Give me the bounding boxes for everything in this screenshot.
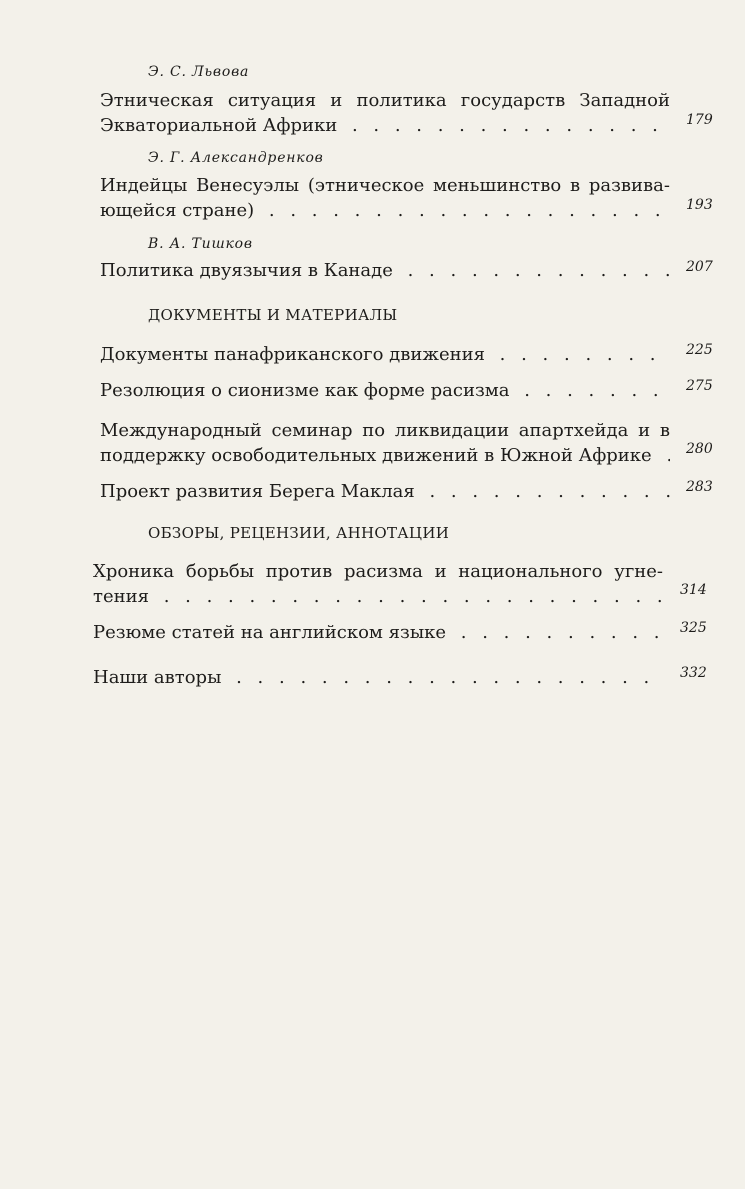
entry-title-last-line: поддержку освободительных движений в Южной Африке . . .	[100, 443, 670, 468]
page-number: 332	[680, 665, 707, 681]
entry-title-last-line: Резюме статей на английском языке . . .	[93, 620, 663, 645]
page-number: 314	[680, 582, 707, 598]
entry-title-last-line: Экваториальной Африки . . .	[100, 113, 670, 138]
entry-title-line: Международный семинар по ликвидации апартхейда и в	[100, 420, 670, 441]
entry-title-last-line: Политика двуязычия в Канаде . . .	[100, 258, 670, 283]
toc-entry	[93, 559, 663, 609]
page-number: 283	[686, 479, 713, 495]
entry-title-last-line: Наши авторы . . .	[93, 665, 663, 690]
author-name: Э. Г. Александренков	[148, 150, 324, 166]
toc-entry	[100, 378, 670, 403]
entry-title-line: Индейцы Венесуэлы (этническое меньшинство в развива-	[100, 175, 670, 196]
toc-entry	[100, 418, 670, 468]
page-number: 207	[686, 259, 713, 275]
toc-entry	[93, 620, 663, 645]
page-number: 325	[680, 620, 707, 636]
author-name: В. А. Тишков	[148, 236, 253, 252]
toc-entry	[100, 342, 670, 367]
entry-title-last-line: тения . . .	[93, 584, 663, 609]
entry-title-last-line: Документы панафриканского движения . . .	[100, 342, 670, 367]
toc-entry	[93, 665, 663, 690]
toc-entry	[100, 173, 670, 223]
entry-title-last-line: Проект развития Берега Маклая . . .	[100, 479, 670, 504]
entry-title-line: Этническая ситуация и политика государств Западной	[100, 90, 670, 111]
section-heading: ДОКУМЕНТЫ И МАТЕРИАЛЫ	[148, 306, 398, 324]
page-number: 225	[686, 342, 713, 358]
toc-entry	[100, 258, 670, 283]
page-number: 179	[686, 112, 713, 128]
page-number: 275	[686, 378, 713, 394]
entry-title-line: Хроника борьбы против расизма и национального угне-	[93, 561, 663, 582]
entry-title-last-line: Резолюция о сионизме как форме расизма . . .	[100, 378, 670, 403]
toc-entry	[100, 88, 670, 138]
page-number: 280	[686, 441, 713, 457]
toc-entry	[100, 479, 670, 504]
entry-title-last-line: ющейся стране) . . .	[100, 198, 670, 223]
page-number: 193	[686, 197, 713, 213]
author-name: Э. С. Львова	[148, 64, 250, 80]
section-heading: ОБЗОРЫ, РЕЦЕНЗИИ, АННОТАЦИИ	[148, 524, 450, 542]
